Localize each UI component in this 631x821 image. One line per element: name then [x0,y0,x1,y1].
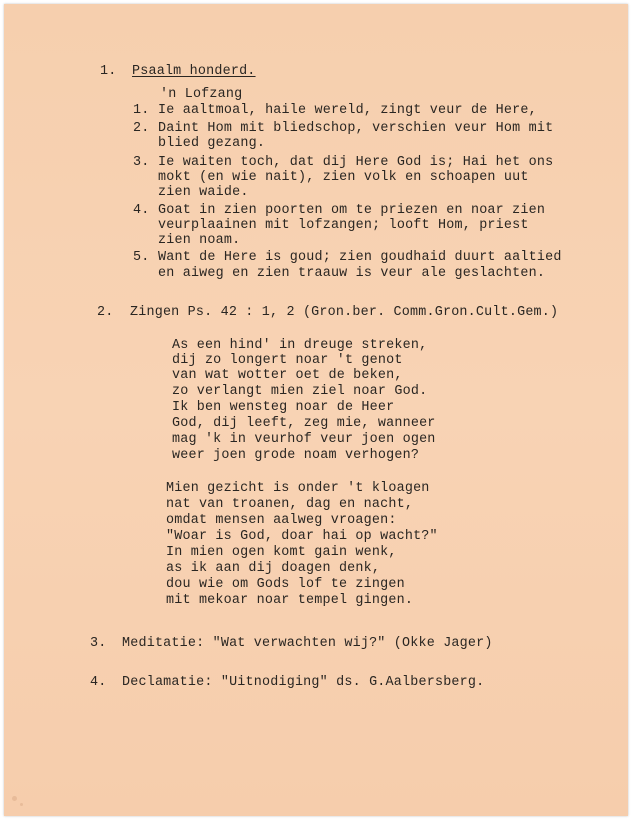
item-text: Meditatie: "Wat verwachten wij?" (Okke Jager) [122,636,493,651]
verse-line: blied gezang. [158,136,266,151]
item-number: 4. [90,675,107,690]
verse-line: Want de Here is goud; zien goudhaid duurt aaltied [158,250,562,265]
verse-line: zien noam. [158,233,241,248]
item-title: Psaalm honderd. [132,64,256,79]
verse-line: veurplaainen mit lofzangen; looft Hom, priest [158,218,529,233]
stanza-line: van wat wotter oet de beken, [172,368,403,383]
verse-line: mokt (en wie nait), zien volk en schoapen uut [158,170,529,185]
item-number: 2. [97,305,114,320]
stanza-line: weer joen grode noam verhogen? [172,448,420,463]
verse-number: 5. [133,250,150,265]
stanza-line: as ik aan dij doagen denk, [166,561,381,576]
stanza-line: mit mekoar noar tempel gingen. [166,593,414,608]
stanza-line: Mien gezicht is onder 't kloagen [166,481,430,496]
verse-line: Daint Hom mit bliedschop, verschien veur Hom mit [158,121,554,136]
stanza-line: As een hind' in dreuge streken, [172,338,428,353]
stanza-line: nat van troanen, dag en nacht, [166,497,414,512]
stanza-line: mag 'k in veurhof veur joen ogen [172,432,436,447]
verse-number: 3. [133,155,150,170]
stanza-line: dou wie om Gods lof te zingen [166,577,405,592]
stanza-line: "Woar is God, doar hai op wacht?" [166,529,438,544]
stanza-line: omdat mensen aalweg vroagen: [166,513,397,528]
verse-line: Goat in zien poorten om te priezen en noar zien [158,203,546,218]
stanza-line: zo verlangt mien ziel noar God. [172,384,428,399]
item-number: 3. [90,636,107,651]
item-text: Declamatie: "Uitnodiging" ds. G.Aalbersberg. [122,675,485,690]
verse-number: 4. [133,203,150,218]
verse-line: en aiweg en zien traauw is veur ale geslachten. [158,266,546,281]
stanza-line: God, dij leeft, zeg mie, wanneer [172,416,436,431]
verse-number: 2. [133,121,150,136]
stanza-line: In mien ogen komt gain wenk, [166,545,397,560]
item-subtitle: 'n Lofzang [160,87,243,102]
stanza-line: Ik ben wensteg noar de Heer [172,400,395,415]
verse-line: Ie aaltmoal, haile wereld, zingt veur de Here, [158,103,537,118]
verse-number: 1. [133,103,150,118]
item-number: 1. [100,64,117,79]
stanza-line: dij zo longert noar 't genot [172,353,403,368]
verse-line: zien waide. [158,185,249,200]
verse-line: Ie waiten toch, dat dij Here God is; Hai het ons [158,155,554,170]
item-text: Zingen Ps. 42 : 1, 2 (Gron.ber. Comm.Gron.Cult.Gem.) [130,305,559,320]
